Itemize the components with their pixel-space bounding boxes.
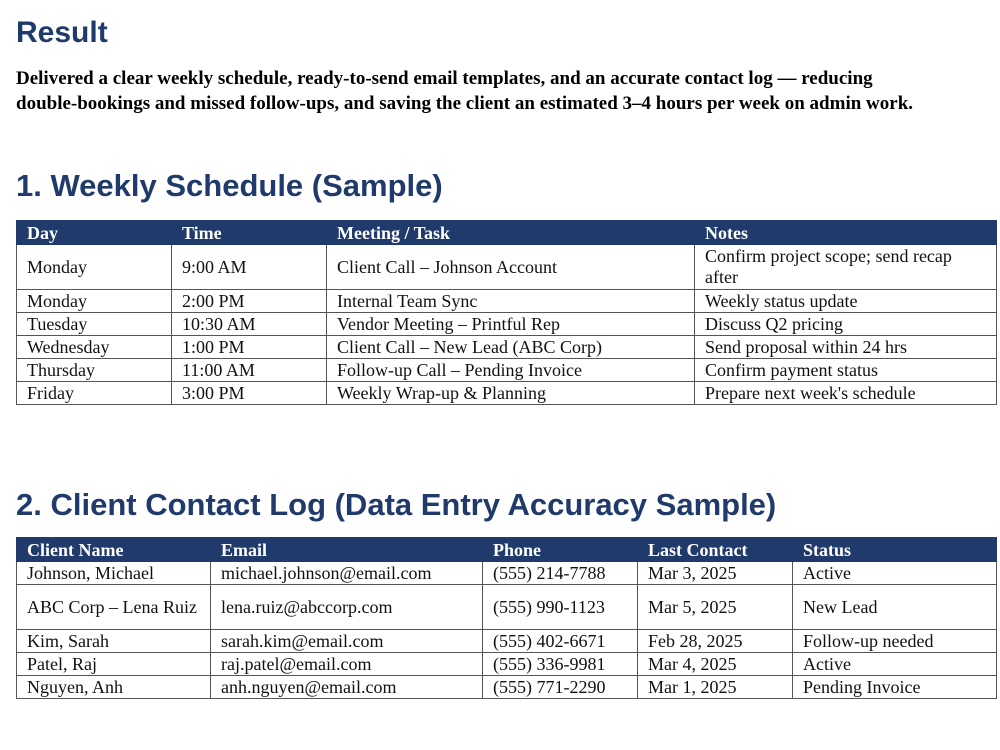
table-header-row: [17, 538, 997, 562]
table-row: [17, 359, 997, 382]
weekly-schedule-heading: 1. Weekly Schedule (Sample): [16, 168, 443, 203]
table-cell: Internal Team Sync: [327, 290, 695, 313]
table-cell: Discuss Q2 pricing: [695, 313, 997, 336]
client-contact-log-heading: 2. Client Contact Log (Data Entry Accuracy Sample): [16, 487, 777, 522]
table-cell: Follow-up needed: [793, 630, 997, 653]
table-cell: Nguyen, Anh: [17, 676, 211, 699]
table-cell: michael.johnson@email.com: [211, 562, 483, 585]
column-header-meeting-task: Meeting / Task: [327, 221, 695, 245]
table-cell: Confirm project scope; send recap after: [695, 245, 997, 290]
column-header-last-contact: Last Contact: [638, 538, 793, 562]
table-cell: Mar 4, 2025: [638, 653, 793, 676]
column-header-status: Status: [793, 538, 997, 562]
weekly-schedule-table: [16, 220, 997, 405]
table-cell: (555) 771-2290: [483, 676, 638, 699]
client-contact-log-table: [16, 537, 997, 699]
column-header-day: Day: [17, 221, 172, 245]
table-cell: Mar 3, 2025: [638, 562, 793, 585]
table-cell: Mar 5, 2025: [638, 585, 793, 630]
table-cell: 2:00 PM: [172, 290, 327, 313]
table-cell: (555) 214-7788: [483, 562, 638, 585]
table-cell: lena.ruiz@abccorp.com: [211, 585, 483, 630]
table-row: [17, 382, 997, 405]
table-row: [17, 653, 997, 676]
table-header-row: [17, 221, 997, 245]
table-cell: New Lead: [793, 585, 997, 630]
table-cell: Active: [793, 653, 997, 676]
table-cell: Patel, Raj: [17, 653, 211, 676]
column-header-email: Email: [211, 538, 483, 562]
column-header-phone: Phone: [483, 538, 638, 562]
table-row: [17, 630, 997, 653]
table-cell: 11:00 AM: [172, 359, 327, 382]
table-cell: Weekly Wrap-up & Planning: [327, 382, 695, 405]
table-row: [17, 585, 997, 630]
table-row: [17, 313, 997, 336]
table-cell: 1:00 PM: [172, 336, 327, 359]
column-header-client-name: Client Name: [17, 538, 211, 562]
table-row: [17, 245, 997, 290]
table-cell: 3:00 PM: [172, 382, 327, 405]
table-cell: Prepare next week's schedule: [695, 382, 997, 405]
table-cell: 10:30 AM: [172, 313, 327, 336]
table-cell: Thursday: [17, 359, 172, 382]
column-header-notes: Notes: [695, 221, 997, 245]
table-cell: Johnson, Michael: [17, 562, 211, 585]
table-cell: anh.nguyen@email.com: [211, 676, 483, 699]
table-row: [17, 562, 997, 585]
table-cell: sarah.kim@email.com: [211, 630, 483, 653]
table-cell: Weekly status update: [695, 290, 997, 313]
table-cell: 9:00 AM: [172, 245, 327, 290]
table-cell: ABC Corp – Lena Ruiz: [17, 585, 211, 630]
table-cell: Tuesday: [17, 313, 172, 336]
table-cell: Send proposal within 24 hrs: [695, 336, 997, 359]
table-cell: raj.patel@email.com: [211, 653, 483, 676]
table-cell: Active: [793, 562, 997, 585]
result-summary: Delivered a clear weekly schedule, ready-to-send email templates, and an accurate contact log — reducing double-bookings and missed follow-ups, and saving the client an estimated 3–4 hours per week on admin work.: [16, 68, 914, 114]
table-row: [17, 336, 997, 359]
result-heading: Result: [16, 16, 108, 49]
table-cell: Pending Invoice: [793, 676, 997, 699]
table-cell: Confirm payment status: [695, 359, 997, 382]
table-cell: Vendor Meeting – Printful Rep: [327, 313, 695, 336]
table-cell: (555) 402-6671: [483, 630, 638, 653]
table-cell: Wednesday: [17, 336, 172, 359]
table-cell: Client Call – Johnson Account: [327, 245, 695, 290]
table-cell: Friday: [17, 382, 172, 405]
table-cell: (555) 336-9981: [483, 653, 638, 676]
table-cell: Monday: [17, 290, 172, 313]
table-cell: Kim, Sarah: [17, 630, 211, 653]
table-row: [17, 676, 997, 699]
table-cell: Follow-up Call – Pending Invoice: [327, 359, 695, 382]
table-cell: Monday: [17, 245, 172, 290]
table-cell: Client Call – New Lead (ABC Corp): [327, 336, 695, 359]
table-row: [17, 290, 997, 313]
table-cell: Mar 1, 2025: [638, 676, 793, 699]
table-cell: (555) 990-1123: [483, 585, 638, 630]
table-cell: Feb 28, 2025: [638, 630, 793, 653]
column-header-time: Time: [172, 221, 327, 245]
